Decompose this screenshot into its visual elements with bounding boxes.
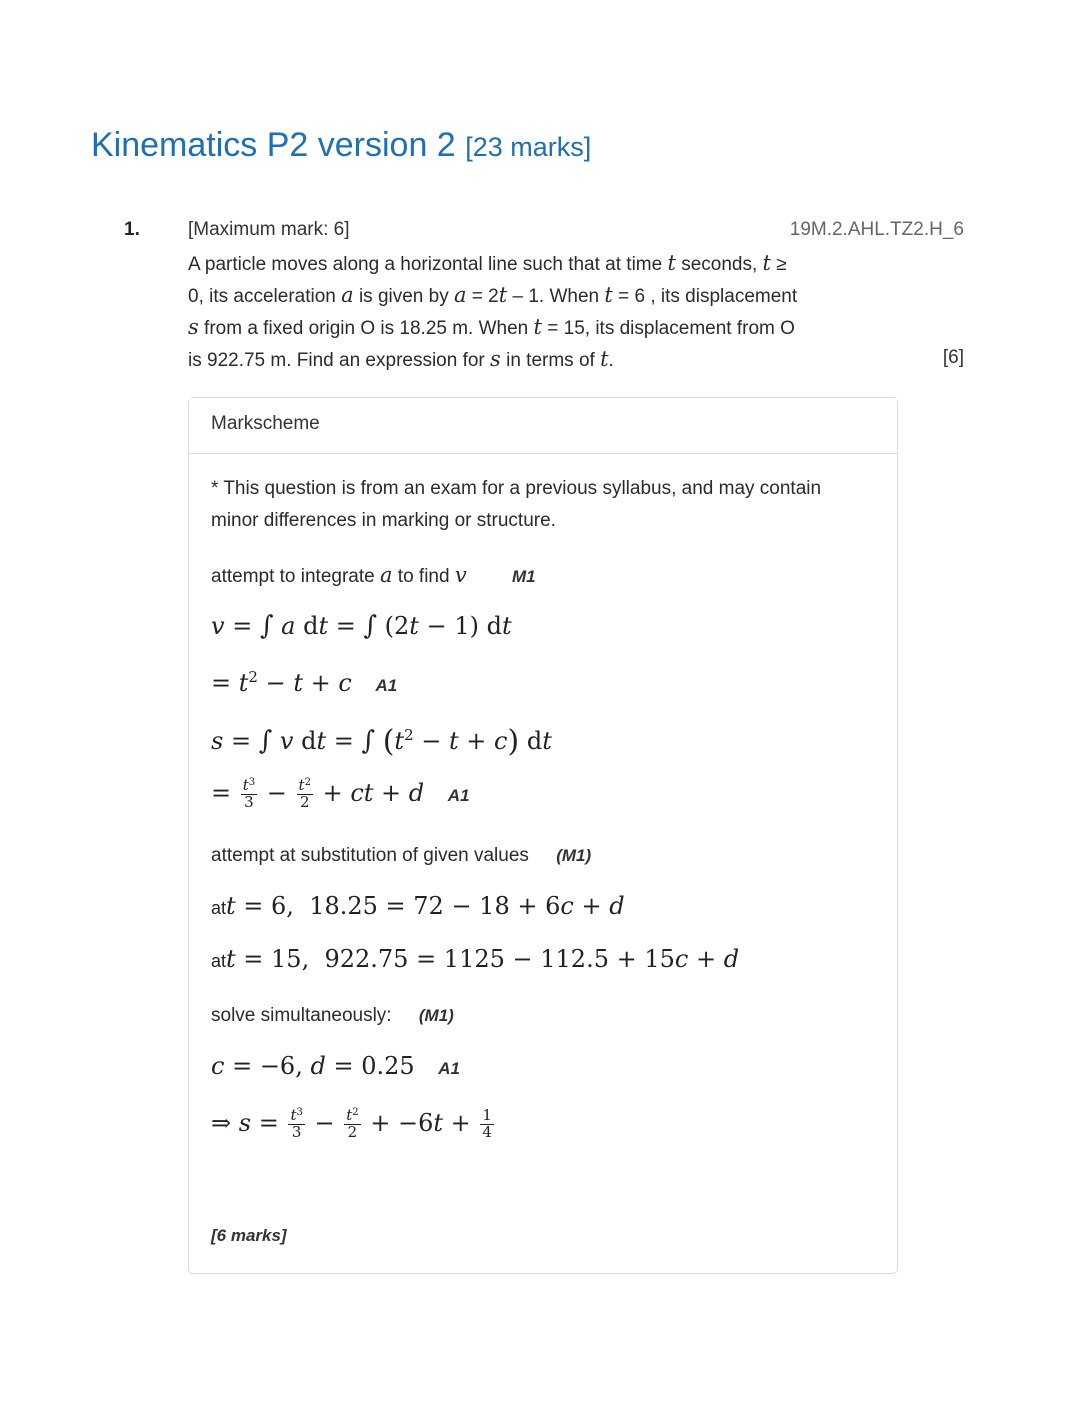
question-marks: [6] [942, 347, 964, 368]
equation-substitution-t6: att = 6, 18.25 = 72 − 18 + 6c + d [211, 892, 625, 920]
question-text-line-1: A particle moves along a horizontal line such that at time t seconds, t ≥ [188, 251, 787, 275]
step-solve-text: solve simultaneously: (M1) [211, 1005, 454, 1026]
equation-velocity-result: = $t^2 - t + c$ A1 [211, 668, 398, 697]
title-marks: [23 marks] [465, 132, 592, 162]
mark-label: (M1) [418, 1006, 454, 1025]
total-marks: [6 marks] [211, 1226, 287, 1245]
syllabus-note-line-2: minor differences in marking or structure. [211, 510, 556, 531]
equation-displacement-result: = $\frac{t^3}{3}$ − $\frac{t^2}{2}$ + ct + d A1 [211, 776, 470, 811]
markscheme-header-label: Markscheme [211, 413, 320, 434]
equation-displacement-integral: s = ∫ v dt = ∫ $(t^2 - t + c)$ dt [211, 724, 552, 759]
title-text: Kinematics P2 version 2 [91, 126, 456, 164]
equation-final-answer: ⇒ s = $\frac{t^3}{3}$ − $\frac{t^2}{2}$ + −6t + $\frac{1}{4}$ [211, 1106, 492, 1141]
mark-label: A1 [447, 785, 470, 805]
question-code: 19M.2.AHL.TZ2.H_6 [789, 219, 964, 240]
mark-label: M1 [512, 567, 536, 586]
question-text-line-3: s from a fixed origin O is 18.25 m. When t = 15, its displacement from O [188, 315, 795, 339]
equation-substitution-t15: att = 15, 922.75 = 1125 − 112.5 + 15c + d [211, 945, 740, 973]
question-number: 1. [124, 219, 140, 240]
markscheme-header[interactable] [189, 398, 897, 454]
question-text-line-4: is 922.75 m. Find an expression for s in terms of t. [188, 347, 614, 371]
question-text-line-2: 0, its acceleration a is given by a = 2t – 1. When t = 6 , its displacement [188, 283, 798, 307]
mark-label: A1 [438, 1059, 461, 1078]
markscheme-panel [188, 397, 898, 1274]
max-mark: [Maximum mark: 6] [188, 219, 350, 240]
mark-label: A1 [375, 676, 398, 695]
mark-label: (M1) [556, 846, 592, 865]
equation-constants: c = −6, d = 0.25 A1 [211, 1052, 461, 1080]
equation-velocity-integral: v = ∫ a dt = ∫ (2t − 1) dt [211, 611, 512, 641]
step-integrate-text: attempt to integrate a to find v M1 [211, 563, 536, 587]
step-substitution-text: attempt at substitution of given values (M1) [211, 845, 592, 866]
syllabus-note-line-1: * This question is from an exam for a previous syllabus, and may contain [211, 478, 822, 499]
page-title [91, 126, 591, 165]
